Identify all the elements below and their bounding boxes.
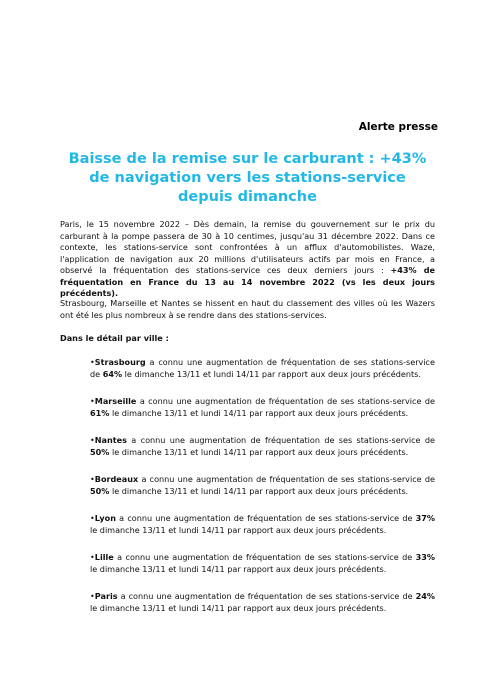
- item-text-tail: le dimanche 13/11 et lundi 14/11 par rapport aux deux jours précédents.: [109, 446, 409, 457]
- bullet: •: [90, 435, 95, 445]
- item-text: a connu une augmentation de fréquentation de ses stations-service de: [138, 474, 435, 484]
- bullet: •: [90, 591, 95, 601]
- item-percentage: 37%: [415, 513, 435, 523]
- item-percentage: 50%: [90, 446, 110, 457]
- item-text: a connu une augmentation de fréquentation de ses stations-service de: [116, 513, 416, 523]
- page-title: Baisse de la remise sur le carburant : +43% de navigation vers les stations-service depuis dimanche: [68, 151, 427, 205]
- intro-paragraph: [60, 219, 435, 300]
- item-percentage: 24%: [415, 591, 435, 601]
- item-text: a connu une augmentation de fréquentation de ses stations-service de: [117, 591, 416, 601]
- city-name: Strasbourg: [94, 357, 146, 367]
- bullet: •: [90, 552, 95, 562]
- list-item: [90, 435, 435, 458]
- item-percentage: 50%: [90, 485, 110, 496]
- list-item: [90, 552, 435, 575]
- bullet: •: [90, 357, 95, 367]
- item-text: a connu une augmentation de fréquentation de ses stations-service de: [113, 552, 416, 562]
- intro-highlight: +43% de fréquentation en France du 13 au 14 novembre 2022 (vs les deux jours précédents).: [60, 265, 435, 298]
- document-label: Alerte presse: [358, 121, 438, 133]
- ranking-paragraph: Strasbourg, Marseille et Nantes se hissent en haut du classement des villes où les Wazers ont été les plus nombreux à se rendre dans des stations-services.: [60, 298, 435, 320]
- detail-heading: Dans le détail par ville :: [60, 333, 169, 343]
- item-percentage: 64%: [102, 368, 123, 379]
- item-text: a connu une augmentation de fréquentation de ses stations-service de: [90, 357, 435, 379]
- intro-text: Paris, le 15 novembre 2022 – Dès demain, la remise du gouvernement sur le prix du carburant à la pompe passera de 30 à 10 centimes, jusqu'au 31 décembre 2022. Dans ce contexte, les stations-service sont confrontées à un afflux d'automobilistes. Waze, l'application de navigation aux 20 millions d'utilisateurs actifs par mois en France, a observé la fréquentation des stations-service ces deux derniers jours :: [60, 219, 435, 275]
- item-text-tail: le dimanche 13/11 et lundi 14/11 par rapport aux deux jours précédents.: [90, 602, 387, 613]
- item-text-tail: le dimanche 13/11 et lundi 14/11 par rapport aux deux jours précédents.: [90, 524, 387, 535]
- item-text: a connu une augmentation de fréquentation de ses stations-service de: [126, 435, 435, 445]
- item-text-tail: le dimanche 13/11 et lundi 14/11 par rapport aux deux jours précédents.: [109, 485, 409, 496]
- item-percentage: 33%: [415, 552, 435, 562]
- item-text-tail: le dimanche 13/11 et lundi 14/11 par rapport aux deux jours précédents.: [90, 563, 387, 574]
- item-text-tail: le dimanche 13/11 et lundi 14/11 par rapport aux deux jours précédents.: [109, 407, 409, 418]
- city-name: Lyon: [94, 513, 116, 523]
- bullet: •: [90, 396, 95, 406]
- list-item: [90, 474, 435, 497]
- list-item: [90, 396, 435, 419]
- list-item: [90, 513, 435, 536]
- city-name: Paris: [94, 591, 118, 601]
- city-name: Bordeaux: [94, 474, 139, 484]
- list-item: [90, 591, 435, 614]
- item-percentage: 61%: [90, 407, 110, 418]
- city-name: Lille: [94, 552, 114, 562]
- bullet: •: [90, 474, 95, 484]
- city-list: [90, 357, 435, 630]
- item-text: a connu une augmentation de fréquentation de ses stations-service de: [136, 396, 435, 406]
- city-name: Nantes: [94, 435, 127, 445]
- list-item: [90, 357, 435, 380]
- bullet: •: [90, 513, 95, 523]
- item-text-tail: le dimanche 13/11 et lundi 14/11 par rapport aux deux jours précédents.: [122, 368, 421, 379]
- city-name: Marseille: [94, 396, 137, 406]
